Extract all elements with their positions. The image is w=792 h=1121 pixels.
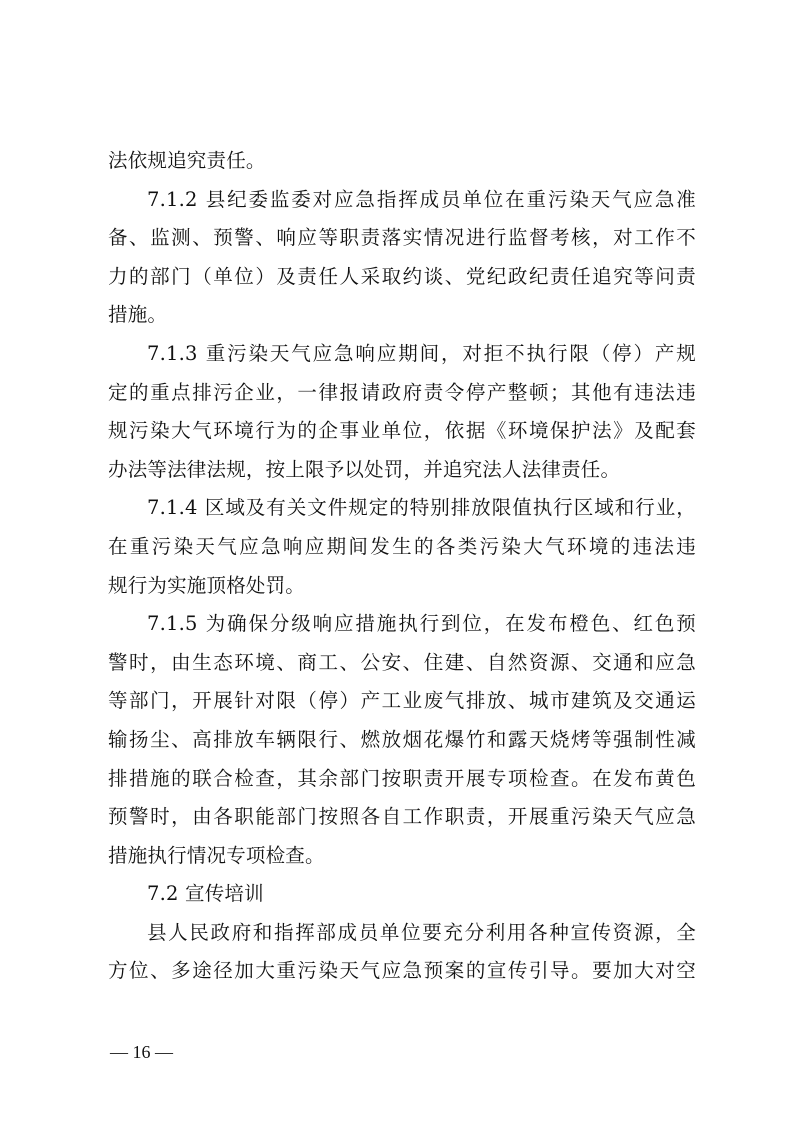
paragraph-line: 力的部门（单位）及责任人采取约谈、党纪政纪责任追究等问责 xyxy=(108,264,696,288)
paragraph-line: 备、监测、预警、响应等职责落实情况进行监督考核，对工作不 xyxy=(108,226,696,250)
section-heading-7-2: 7.2 宣传培训 xyxy=(147,882,264,906)
paragraph-line: 警时，由生态环境、商工、公安、住建、自然资源、交通和应急 xyxy=(108,650,696,674)
paragraph-line: 县人民政府和指挥部成员单位要充分利用各种宣传资源，全 xyxy=(147,920,696,944)
paragraph-line: 规污染大气环境行为的企事业单位，依据《环境保护法》及配套 xyxy=(108,419,696,443)
paragraph-line: 输扬尘、高排放车辆限行、燃放烟花爆竹和露天烧烤等强制性减 xyxy=(108,727,696,751)
section-7-1-5-line: 7.1.5 为确保分级响应措施执行到位，在发布橙色、红色预 xyxy=(147,612,696,636)
paragraph-line: 措施执行情况专项检查。 xyxy=(108,843,325,867)
paragraph-line: 在重污染天气应急响应期间发生的各类污染大气环境的违法违 xyxy=(108,534,696,558)
paragraph-line: 排措施的联合检查，其余部门按职责开展专项检查。在发布黄色 xyxy=(108,766,696,790)
section-7-1-3-line: 7.1.3 重污染天气应急响应期间，对拒不执行限（停）产规 xyxy=(147,341,696,365)
section-7-1-2-line: 7.1.2 县纪委监委对应急指挥成员单位在重污染天气应急准 xyxy=(147,187,696,211)
paragraph-line: 方位、多途径加大重污染天气应急预案的宣传引导。要加大对空 xyxy=(108,959,696,983)
body-text xyxy=(108,142,696,991)
page-number: — 16 — xyxy=(110,1042,173,1062)
section-7-1-4-line: 7.1.4 区域及有关文件规定的特别排放限值执行区域和行业， xyxy=(147,496,696,520)
paragraph-line: 措施。 xyxy=(108,303,168,327)
paragraph-line: 法依规追究责任。 xyxy=(108,149,266,172)
paragraph-line: 预警时，由各职能部门按照各自工作职责，开展重污染天气应急 xyxy=(108,805,696,829)
paragraph-line: 办法等法律法规，按上限予以处罚，并追究法人法律责任。 xyxy=(108,457,621,481)
paragraph-line: 等部门，开展针对限（停）产工业废气排放、城市建筑及交通运 xyxy=(108,689,696,713)
paragraph-line: 规行为实施顶格处罚。 xyxy=(108,573,306,597)
paragraph-line: 定的重点排污企业，一律报请政府责令停产整顿；其他有违法违 xyxy=(108,380,696,404)
